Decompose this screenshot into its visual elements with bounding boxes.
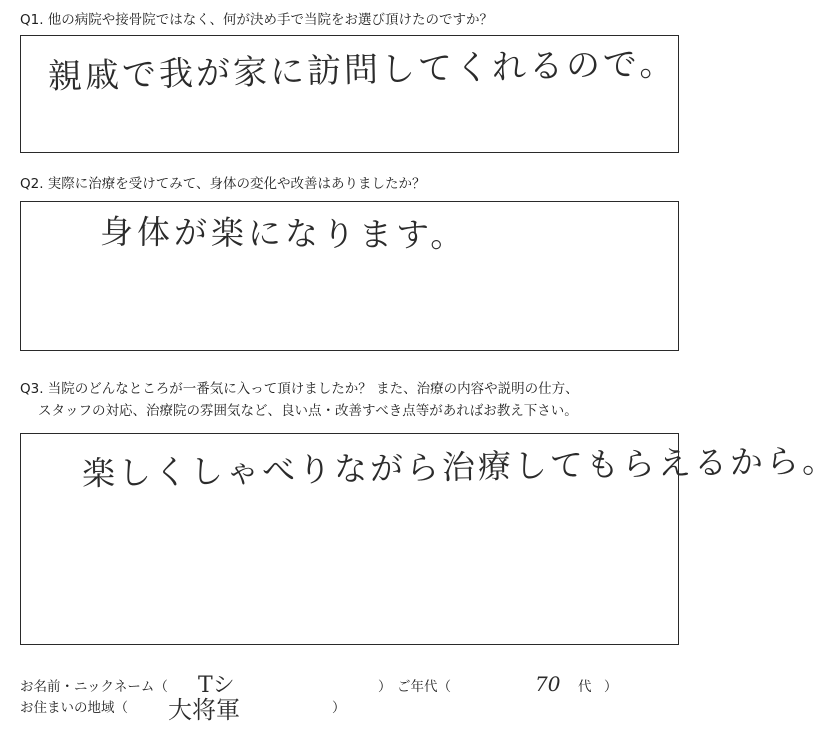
q1-question: Q1. 他の病院や接骨院ではなく、何が決め手で当院をお選び頂けたのですか？	[20, 12, 494, 28]
age-label: ご年代（	[397, 679, 451, 695]
age-close: ）	[604, 679, 618, 695]
name-close: ）	[378, 679, 392, 695]
q3-question-line2: スタッフの対応、治療院の雰囲気など、良い点・改善すべき点等があればお教え下さい。	[38, 403, 578, 419]
q2-handwritten-answer: 身体が楽になります。	[99, 212, 468, 255]
q1-handwritten-answer: 親戚で我が家に訪問してくれるので。	[47, 43, 677, 97]
age-unit: 代	[578, 679, 592, 695]
name-handwritten-value: Tシ	[198, 673, 235, 698]
q3-question-line1: Q3. 当院のどんなところが一番気に入って頂けましたか？ また、治療の内容や説明の仕方、	[20, 381, 579, 397]
q3-handwritten-answer: 楽しくしゃべりながら治療してもらえるから。	[81, 440, 838, 493]
area-close: ）	[332, 700, 346, 716]
area-label: お住まいの地域（	[20, 700, 128, 716]
name-label: お名前・ニックネーム（	[20, 679, 168, 695]
q2-question: Q2. 実際に治療を受けてみて、身体の変化や改善はありましたか？	[20, 176, 426, 192]
age-handwritten-value: 70	[535, 672, 561, 696]
area-handwritten-value: 大将軍	[168, 696, 240, 724]
